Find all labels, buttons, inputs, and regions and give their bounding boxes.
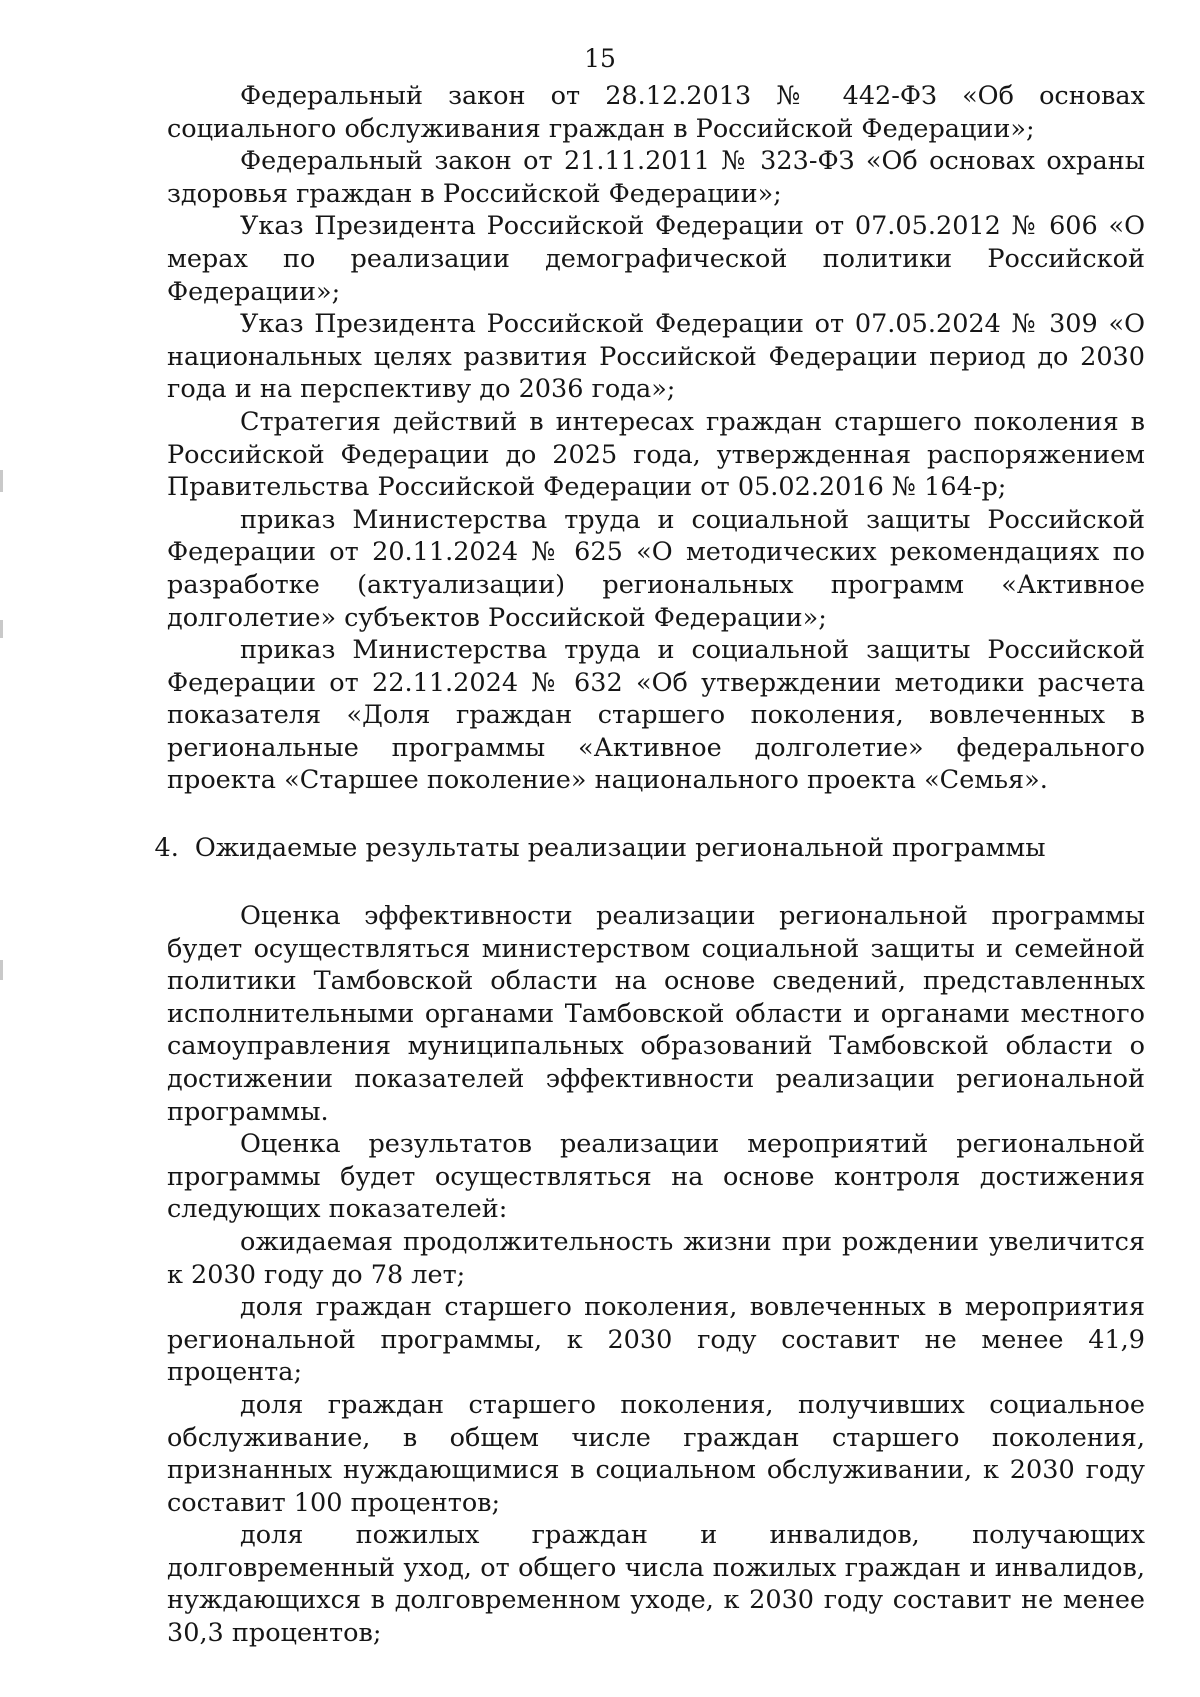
expected-results xyxy=(167,900,1145,1650)
results-paragraph: Оценка эффективности реализации региональной программы будет осуществляться министерством социальной защиты и семейной политики Тамбовской области на основе сведений, представленных исполнительными органами Тамбовской области и органами местного самоуправления муниципальных образований Тамбовской области о достижении показателей эффективности реализации региональной программы. xyxy=(167,901,1145,1127)
reference-paragraph: Федеральный закон от 21.11.2011 № 323-ФЗ «Об основах охраны здоровья граждан в Российской Федерации»; xyxy=(167,146,1145,209)
indicator-paragraph: доля граждан старшего поколения, получивших социальное обслуживание, в общем числе граждан старшего поколения, признанных нуждающимися в социальном обслуживании, к 2030 году составит 100 процентов; xyxy=(167,1389,1145,1518)
section-title: Ожидаемые результаты реализации региональной программы xyxy=(194,833,1046,863)
section-number: 4. xyxy=(154,833,179,863)
indicator-paragraph: доля граждан старшего поколения, вовлеченных в мероприятия региональной программы, к 2030 году составит не менее 41,9 процента; xyxy=(167,1292,1145,1388)
section-heading xyxy=(0,832,1200,864)
reference-paragraph: Стратегия действий в интересах граждан старшего поколения в Российской Федерации до 2025 года, утвержденная распоряжением Правительства Российской Федерации от 05.02.2016 № 164-р; xyxy=(167,406,1145,503)
indicator-paragraph: ожидаемая продолжительность жизни при рождении увеличится к 2030 году до 78 лет; xyxy=(167,1226,1145,1290)
reference-paragraph: приказ Министерства труда и социальной защиты Российской Федерации от 22.11.2024 № 632 «Об утверждении методики расчета показателя «Доля граждан старшего поколения, вовлеченных в региональные программы «Активное долголетие» федерального проекта «Старшее поколение» национального проекта «Семья». xyxy=(167,635,1145,796)
scan-edge-mark xyxy=(0,620,3,638)
scan-edge-mark xyxy=(0,960,3,980)
reference-paragraph: приказ Министерства труда и социальной защиты Российской Федерации от 20.11.2024 № 625 «О методических рекомендациях по разработке (актуализации) региональных программ «Активное долголетие» субъектов Российской Федерации»; xyxy=(167,504,1145,633)
reference-paragraph: Федеральный закон от 28.12.2013 № 442-ФЗ «Об основах социального обслуживания граждан в Российской Федерации»; xyxy=(167,81,1145,144)
page-number: 15 xyxy=(584,44,616,73)
legal-references xyxy=(167,80,1145,797)
indicator-paragraph: доля пожилых граждан и инвалидов, получающих долговременный уход, от общего числа пожилых граждан и инвалидов, нуждающихся в долговременном уходе, к 2030 году составит не менее 30,3 процентов; xyxy=(167,1520,1145,1649)
reference-paragraph: Указ Президента Российской Федерации от 07.05.2024 № 309 «О национальных целях развития Российской Федерации период до 2030 года и на перспективу до 2036 года»; xyxy=(167,309,1145,405)
results-paragraph: Оценка результатов реализации мероприятий региональной программы будет осуществляться на основе контроля достижения следующих показателей: xyxy=(167,1129,1145,1225)
reference-paragraph: Указ Президента Российской Федерации от 07.05.2012 № 606 «О мерах по реализации демографической политики Российской Федерации»; xyxy=(167,211,1145,307)
scan-edge-mark xyxy=(0,470,3,492)
